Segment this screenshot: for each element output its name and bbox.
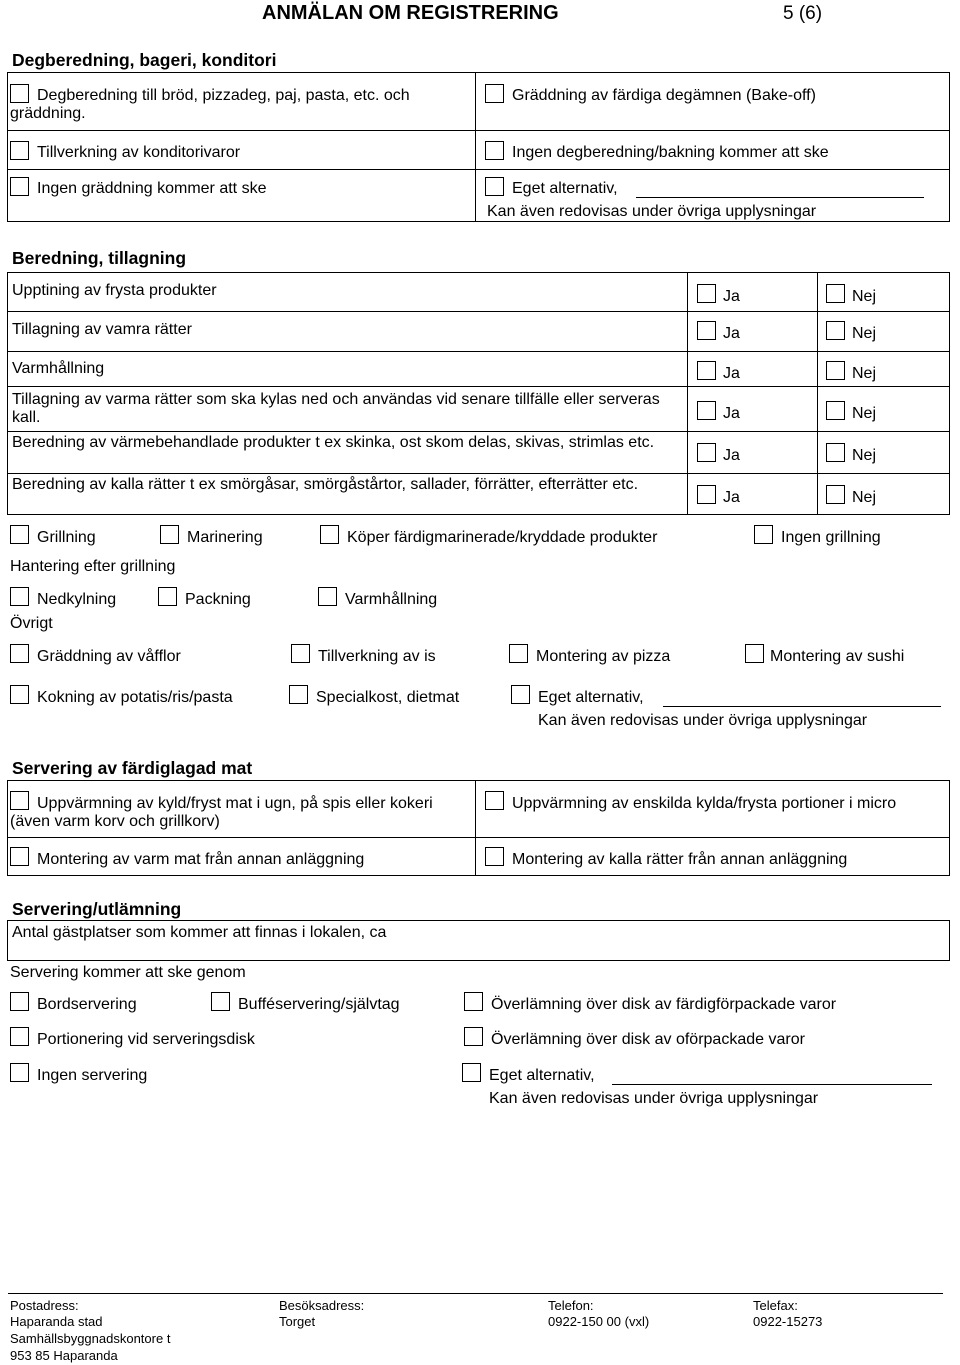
checkbox-nej-6[interactable]: [826, 485, 845, 504]
footer-besok-label: Besöksadress:: [279, 1298, 365, 1313]
beredning-row-2: Tillagning av vamra rätter: [12, 321, 192, 338]
label-antal-gastplatser: Antal gästplatser som kommer att finnas i lokalen, ca: [12, 924, 387, 941]
footer-telefax: 0922-15273: [753, 1314, 823, 1329]
checkbox-montering-kalla[interactable]: [485, 847, 504, 866]
label-montering-varm: Montering av varm mat från annan anläggning: [37, 851, 365, 868]
checkbox-kokning[interactable]: [10, 685, 29, 704]
checkbox-bordservering[interactable]: [10, 992, 29, 1011]
label-eget-alternativ-servering: Eget alternativ,: [489, 1067, 595, 1084]
checkbox-is[interactable]: [291, 644, 310, 663]
label-nej: Nej: [852, 489, 877, 506]
checkbox-ja-4[interactable]: [697, 401, 716, 420]
label-overlamning-forpackade: Överlämning över disk av färdigförpackade varor: [491, 996, 837, 1013]
checkbox-konditorivaror[interactable]: [10, 141, 29, 160]
label-fardigmarinerade: Köper färdigmarinerade/kryddade produkter: [347, 529, 658, 546]
label-hantering-efter-grillning: Hantering efter grillning: [10, 558, 176, 575]
label-eget-alternativ-ovrigt: Eget alternativ,: [538, 689, 644, 706]
form-title: ANMÄLAN OM REGISTRERING: [262, 2, 559, 24]
label-ovrigt: Övrigt: [10, 615, 53, 632]
label-marinering: Marinering: [187, 529, 263, 546]
label-nej: Nej: [852, 405, 877, 422]
note-deg: Kan även redovisas under övriga upplysningar: [487, 203, 817, 220]
label-bake-off: Gräddning av färdiga degämnen (Bake-off): [512, 87, 816, 104]
label-ja: Ja: [723, 447, 740, 464]
checkbox-ingen-degberedning[interactable]: [485, 141, 504, 160]
beredning-row-6: Beredning av kalla rätter t ex smörgåsar, smörgåstårtor, sallader, förrätter, efterrätter etc.: [12, 476, 639, 493]
beredning-row-3: Varmhållning: [12, 360, 105, 377]
label-ja: Ja: [723, 325, 740, 342]
label-ja: Ja: [723, 288, 740, 305]
checkbox-fardigmarinerade[interactable]: [320, 525, 339, 544]
beredning-row-1: Upptining av frysta produkter: [12, 282, 217, 299]
label-ingen-degberedning: Ingen degberedning/bakning kommer att ske: [512, 144, 829, 161]
note-servering: Kan även redovisas under övriga upplysningar: [489, 1090, 819, 1107]
label-specialkost: Specialkost, dietmat: [316, 689, 460, 706]
footer-telefax-label: Telefax:: [753, 1298, 798, 1313]
checkbox-specialkost[interactable]: [289, 685, 308, 704]
label-nedkylning: Nedkylning: [37, 591, 117, 608]
footer-divider: [8, 1293, 943, 1294]
label-nej: Nej: [852, 447, 877, 464]
label-nej: Nej: [852, 365, 877, 382]
label-eget-alternativ-deg: Eget alternativ,: [512, 180, 618, 197]
label-kokning: Kokning av potatis/ris/pasta: [37, 689, 233, 706]
label-varmhallning-grill: Varmhållning: [345, 591, 438, 608]
checkbox-ingen-servering[interactable]: [10, 1063, 29, 1082]
footer-besok: Torget: [279, 1314, 316, 1329]
checkbox-overlamning-forpackade[interactable]: [464, 992, 483, 1011]
checkbox-nej-3[interactable]: [826, 361, 845, 380]
footer-postadress-label: Postadress:: [10, 1298, 79, 1313]
label-ja: Ja: [723, 405, 740, 422]
checkbox-vafflor[interactable]: [10, 644, 29, 663]
checkbox-bake-off[interactable]: [485, 84, 504, 103]
label-degberedning-brod: Degberedning till bröd, pizzadeg, paj, pasta, etc. och gräddning.: [10, 87, 410, 122]
label-nej: Nej: [852, 325, 877, 342]
beredning-row-5: Beredning av värmebehandlade produkter t ex skinka, ost skom delas, skivas, strimlas etc.: [12, 434, 655, 451]
eget-alternativ-ovrigt-line[interactable]: [663, 706, 941, 707]
checkbox-packning[interactable]: [158, 587, 177, 606]
checkbox-eget-alternativ-servering[interactable]: [462, 1063, 481, 1082]
label-pizza: Montering av pizza: [536, 648, 671, 665]
label-uppvarmning-micro: Uppvärmning av enskilda kylda/frysta portioner i micro: [512, 795, 897, 812]
label-buffeservering: Bufféservering/självtag: [238, 996, 400, 1013]
label-ja: Ja: [723, 489, 740, 506]
checkbox-varmhallning-grill[interactable]: [318, 587, 337, 606]
checkbox-eget-alternativ-deg[interactable]: [485, 177, 504, 196]
label-ingen-graddning: Ingen gräddning kommer att ske: [37, 180, 267, 197]
checkbox-ja-2[interactable]: [697, 321, 716, 340]
label-servering-genom: Servering kommer att ske genom: [10, 964, 246, 981]
checkbox-montering-varm[interactable]: [10, 847, 29, 866]
footer-postadress-3: 953 85 Haparanda: [10, 1348, 118, 1363]
label-vafflor: Gräddning av våfflor: [37, 648, 181, 665]
checkbox-nej-1[interactable]: [826, 284, 845, 303]
label-uppvarmning-ugn: Uppvärmning av kyld/fryst mat i ugn, på spis eller kokeri (även varm korv och grillkorv): [10, 795, 433, 830]
checkbox-ingen-graddning[interactable]: [10, 177, 29, 196]
section-heading-utlamning: Servering/utlämning: [12, 899, 182, 919]
label-overlamning-oforpackade: Överlämning över disk av oförpackade varor: [491, 1031, 805, 1048]
checkbox-nej-2[interactable]: [826, 321, 845, 340]
label-ja: Ja: [723, 365, 740, 382]
label-packning: Packning: [185, 591, 251, 608]
label-portionering: Portionering vid serveringsdisk: [37, 1031, 255, 1048]
label-bordservering: Bordservering: [37, 996, 137, 1013]
checkbox-ja-5[interactable]: [697, 443, 716, 462]
checkbox-ja-3[interactable]: [697, 361, 716, 380]
checkbox-sushi[interactable]: [745, 644, 764, 663]
checkbox-portionering[interactable]: [10, 1027, 29, 1046]
checkbox-ja-6[interactable]: [697, 485, 716, 504]
checkbox-nedkylning[interactable]: [10, 587, 29, 606]
section-heading-beredning: Beredning, tillagning: [12, 248, 187, 268]
checkbox-grillning[interactable]: [10, 525, 29, 544]
checkbox-pizza[interactable]: [509, 644, 528, 663]
label-montering-kalla: Montering av kalla rätter från annan anläggning: [512, 851, 848, 868]
checkbox-overlamning-oforpackade[interactable]: [464, 1027, 483, 1046]
section-heading-degberedning: Degberedning, bageri, konditori: [12, 50, 277, 70]
label-sushi: Montering av sushi: [770, 648, 905, 665]
label-ingen-servering: Ingen servering: [37, 1067, 148, 1084]
checkbox-buffeservering[interactable]: [211, 992, 230, 1011]
checkbox-marinering[interactable]: [160, 525, 179, 544]
label-nej: Nej: [852, 288, 877, 305]
checkbox-ja-1[interactable]: [697, 284, 716, 303]
beredning-row-4: Tillagning av varma rätter som ska kylas ned och användas vid senare tillfälle eller serveras kall.: [12, 391, 660, 426]
checkbox-nej-4[interactable]: [826, 401, 845, 420]
label-grillning: Grillning: [37, 529, 96, 546]
footer-postadress-1: Haparanda stad: [10, 1314, 103, 1329]
label-is: Tillverkning av is: [318, 648, 436, 665]
checkbox-eget-alternativ-ovrigt[interactable]: [511, 685, 530, 704]
footer-telefon: 0922-150 00 (vxl): [548, 1314, 650, 1329]
section-heading-servering-fardig: Servering av färdiglagad mat: [12, 758, 253, 778]
eget-alternativ-servering-line[interactable]: [612, 1084, 932, 1085]
footer-telefon-label: Telefon:: [548, 1298, 594, 1313]
page-number: 5 (6): [783, 3, 823, 24]
checkbox-nej-5[interactable]: [826, 443, 845, 462]
eget-alternativ-deg-line[interactable]: [636, 197, 924, 198]
checkbox-ingen-grillning[interactable]: [754, 525, 773, 544]
footer-postadress-2: Samhällsbyggnadskontore t: [10, 1331, 171, 1346]
label-konditorivaror: Tillverkning av konditorivaror: [37, 144, 241, 161]
label-ingen-grillning: Ingen grillning: [781, 529, 881, 546]
note-ovrigt: Kan även redovisas under övriga upplysningar: [538, 712, 868, 729]
